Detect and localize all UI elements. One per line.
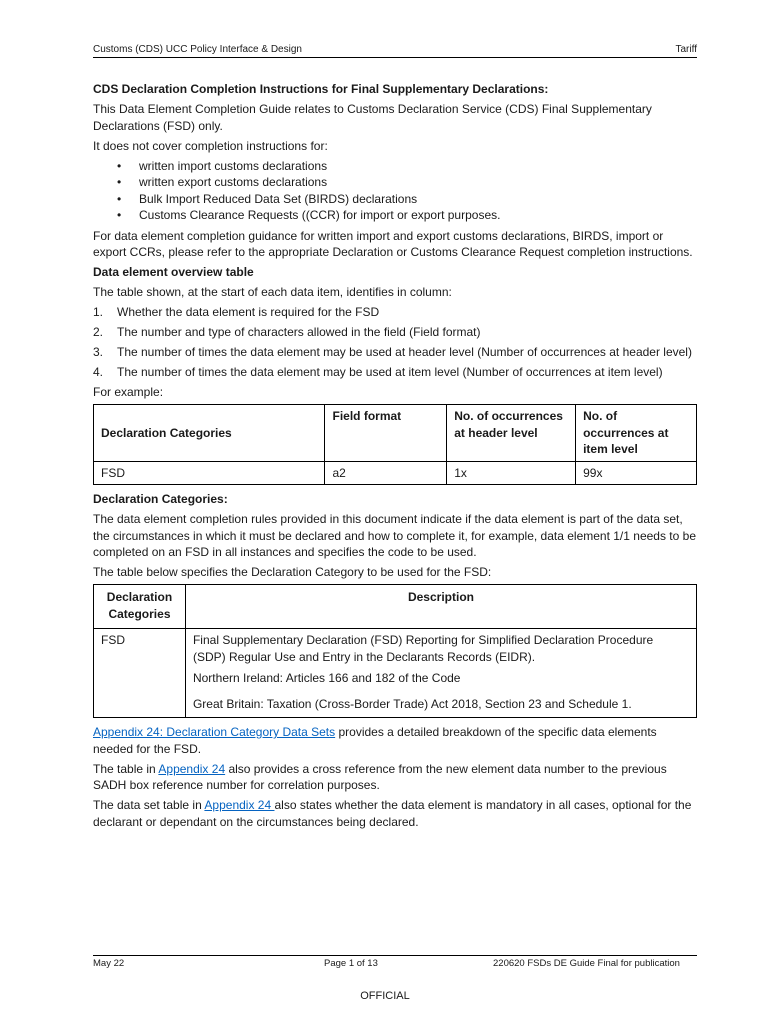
classification-label: OFFICIAL (360, 990, 410, 1002)
bullet-icon: • (117, 175, 122, 189)
overview-intro: The table shown, at the start of each data item, identifies in column: (93, 285, 452, 299)
header-left-text: Customs (CDS) UCC Policy Interface & Design (93, 44, 302, 55)
list-item: 2. The number and type of characters allowed in the field (Field format) (93, 325, 481, 339)
example-table (93, 404, 697, 485)
description-text: Great Britain: Taxation (Cross-Border Trade) Act 2018, Section 23 and Schedule 1. (192, 696, 632, 711)
table-intro: The table below specifies the Declaration Category to be used for the FSD: (93, 565, 492, 579)
footer-rule (93, 955, 697, 956)
table-cell (185, 629, 696, 718)
bullet-icon: • (117, 208, 122, 222)
category-table (93, 584, 697, 718)
intro-exclusions: It does not cover completion instructions for: (93, 138, 328, 153)
table-row (94, 461, 697, 485)
description-text: Final Supplementary Declaration (FSD) Reporting for Simplified Declaration Procedure (SDP) Regular Use and Entry in the Declarants Records (EIDR). (192, 633, 654, 664)
footer-date: May 22 (93, 958, 125, 969)
categories-heading: Declaration Categories: (93, 492, 228, 506)
intro-paragraph: This Data Element Completion Guide relates to Customs Declaration Service (CDS) Final Supplementary Declarations (FSD) only. (93, 102, 652, 133)
footer-document-name: 220620 FSDs DE Guide Final for publication (493, 958, 680, 969)
header-rule (93, 57, 697, 58)
list-item: • written export customs declarations (117, 175, 328, 189)
list-item: • written import customs declarations (117, 158, 328, 173)
section-heading: CDS Declaration Completion Instructions for Final Supplementary Declarations: (93, 82, 549, 96)
table-cell: FSD (94, 629, 186, 718)
table-cell: a2 (325, 461, 447, 485)
appendix-paragraph: Appendix 24: Declaration Category Data Sets provides a detailed breakdown of the specific data elements needed for the FSD. (93, 725, 657, 756)
list-item: 4. The number of times the data element may be used at item level (Number of occurrences at item level) (93, 365, 663, 379)
page-header (93, 44, 697, 57)
table-header-row (94, 405, 697, 462)
table-header-cell: Declaration Categories (94, 585, 186, 629)
list-item: • Bulk Import Reduced Data Set (BIRDS) declarations (117, 191, 418, 206)
overview-heading: Data element overview table (93, 265, 254, 279)
description-text: Northern Ireland: Articles 166 and 182 of the Code (192, 671, 461, 685)
footer-page-number: Page 1 of 13 (324, 958, 378, 969)
table-cell: FSD (94, 461, 325, 485)
table-cell: 99x (576, 461, 697, 485)
table-header-cell: No. of occurrences at header level (447, 405, 576, 462)
table-header-cell: Description (185, 585, 696, 629)
table-cell: 1x (447, 461, 576, 485)
bullet-icon: • (117, 158, 122, 173)
exclusions-list (93, 158, 697, 224)
appendix-24-link[interactable]: Appendix 24: Declaration Category Data Sets (93, 725, 336, 739)
list-item: 3. The number of times the data element may be used at header level (Number of occurrences at header level) (93, 345, 692, 359)
appendix-24-link[interactable]: Appendix 24 (158, 761, 226, 776)
bullet-icon: • (117, 191, 122, 206)
table-header-cell: No. of occurrences at item level (576, 405, 697, 462)
list-item: 1. Whether the data element is required for the FSD (93, 305, 380, 319)
guidance-paragraph: For data element completion guidance for written import and export customs declarations, BIRDS, import or export CCRs, please refer to the appropriate Declaration or Customs Clearance Request completion instructions. (93, 228, 693, 259)
appendix-paragraph: The data set table in Appendix 24 also states whether the data element is mandatory in all cases, optional for the declarant or dependant on the circumstances being declared. (93, 798, 692, 829)
appendix-24-link[interactable]: Appendix 24 (204, 798, 275, 812)
table-row (94, 629, 697, 718)
table-header-cell: Declaration Categories (94, 405, 325, 462)
list-item: • Customs Clearance Requests ((CCR) for import or export purposes. (117, 208, 501, 222)
table-header-cell: Field format (325, 405, 447, 462)
page-content (93, 81, 697, 834)
header-right-text: Tariff (675, 44, 697, 55)
table-header-row (94, 585, 697, 629)
appendix-paragraph: The table in Appendix 24 also provides a cross reference from the new element data number to the previous SADH box reference number for correlation purposes. (93, 761, 667, 792)
categories-paragraph: The data element completion rules provided in this document indicate if the data element is part of the data set, the circumstances in which it must be declared and how to complete it, for example, data element 1/1 needs to be completed on an FSD in all instances and specifies the code to be used. (93, 512, 696, 559)
example-label: For example: (93, 385, 164, 399)
column-list (93, 304, 697, 381)
